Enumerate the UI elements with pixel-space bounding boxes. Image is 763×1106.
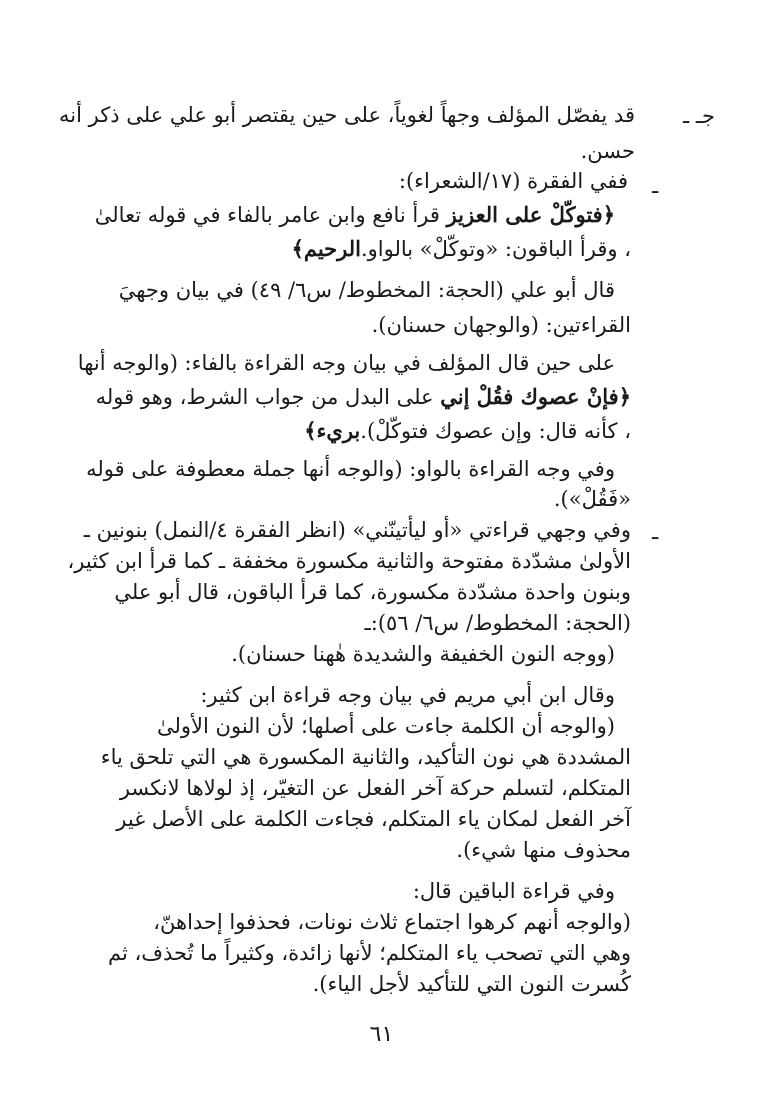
page-number: ٦١ (369, 1022, 394, 1047)
text-line: الأولىٰ مشدّدة مفتوحة والثانية مكسورة مخففة ـ كما قرأ ابن كثير، (67, 549, 631, 573)
text-line (141, 416, 631, 446)
text-line: وهي التي تصحب ياء المتكلم؛ لأنها زائدة، وكثيراً ما تُحذف، ثم (107, 941, 631, 965)
text-line: وفي قراءة الباقين قال: (412, 879, 615, 903)
section-marker: جـ ـ (683, 104, 715, 128)
text-line: (ووجه النون الخفيفة والشديدة هٰهنا حسنان). (231, 642, 615, 666)
text-line: على حين قال المؤلف في بيان وجه القراءة بالفاء: (والوجه أنها (77, 351, 615, 375)
text-line: وفي وجهي قراءتي «أو ليأتينّني» (انظر الفقرة ٤/النمل) بنونين ـ (83, 518, 631, 542)
text-line: وبنون واحدة مشدّدة مكسورة، كما قرأ الباقون، قال أبو علي (114, 580, 631, 604)
text-line: محذوف منها شيء). (456, 838, 631, 862)
quran-verse: ﴿فإنْ عصوك فقُلْ إني (440, 384, 631, 409)
text-line: قد يفصّل المؤلف وجهاً لغوياً، على حين يقتصر أبو علي على ذكر أنه (59, 103, 635, 127)
bullet-dash: ـ (652, 174, 659, 198)
text-line: آخر الفعل لمكان ياء المتكلم، فجاءت الكلمة على الأصل غير (116, 807, 631, 831)
quran-verse: ﴿فتوكّلْ على العزيز (446, 202, 615, 227)
verse-text: ، كأنه قال: وإن عصوك فتوكّلْ). (360, 419, 631, 443)
text-line: (والوجه أن الكلمة جاءت على أصلها؛ لأن النون الأولىٰ (157, 714, 615, 738)
text-line: (الحجة: المخطوط/ س٦/ ٥٦):ـ (364, 611, 631, 635)
quran-verse: الرحيم﴾ (291, 236, 361, 261)
text-line: وفي وجه القراءة بالواو: (والوجه أنها جملة معطوفة على قوله (86, 457, 615, 481)
verse-text: ، وقرأ الباقون: «وتوكّلْ» بالواو. (360, 237, 631, 261)
text-line: (والوجه أنهم كرهوا اجتماع ثلاث نونات، فحذفوا إحداهنّ، (153, 910, 631, 934)
text-line: «فَقُلْ»). (553, 487, 631, 511)
text-line: حسن. (580, 139, 635, 163)
text-line: كُسرت النون التي للتأكيد لأجل الياء). (312, 972, 631, 996)
quran-verse: بريء﴾ (304, 418, 361, 443)
text-line (141, 234, 631, 264)
verse-intro: على البدل من جواب الشرط، وهو قوله (95, 385, 434, 409)
text-line: ففي الفقرة (١٧/الشعراء): (398, 169, 628, 193)
verse-intro: قرأ نافع وابن عامر بالفاء في قوله تعالىٰ (94, 203, 440, 227)
text-line: وقال ابن أبي مريم في بيان وجه قراءة ابن كثير: (200, 683, 615, 707)
text-line: القراءتين: (والوجهان حسنان). (371, 313, 631, 337)
text-line: المتكلم، لتسلم حركة آخر الفعل عن التغيّر، إذ لولاها لانكسر (119, 776, 631, 800)
bullet-dash: ـ (652, 520, 659, 544)
text-line: المشددة هي نون التأكيد، والثانية المكسورة هي التي تلحق ياء (100, 745, 631, 769)
text-line (94, 200, 615, 230)
text-line (95, 382, 631, 412)
text-line: قال أبو علي (الحجة: المخطوط/ س٦/ ٤٩) في بيان وجهيَ (118, 278, 615, 302)
